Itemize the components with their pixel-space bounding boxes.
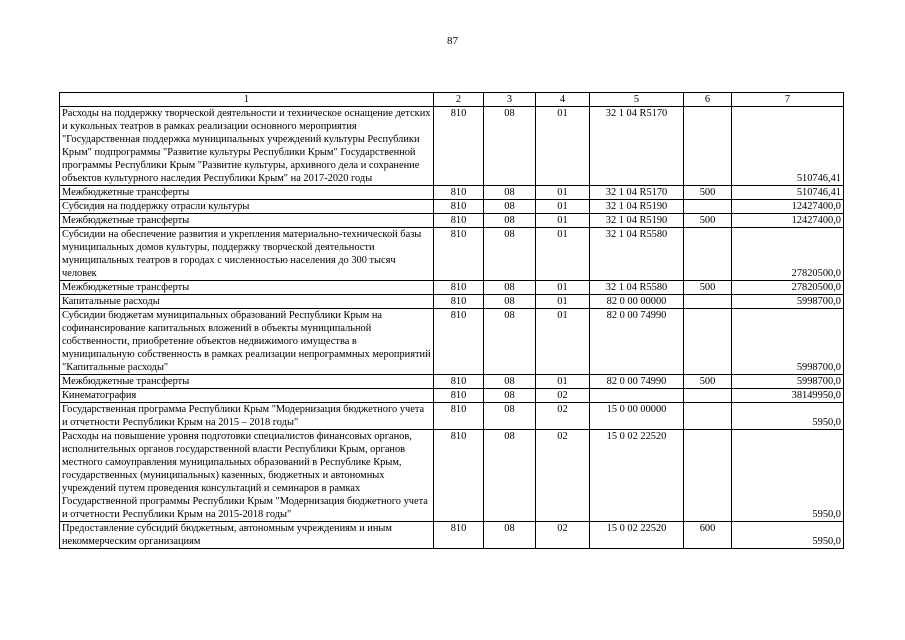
table-row	[60, 389, 844, 403]
row-sum-cell: 510746,41	[732, 186, 844, 200]
row-sum-cell: 5950,0	[732, 522, 844, 549]
row-vr-cell	[684, 228, 732, 281]
table-row	[60, 522, 844, 549]
row-vr-cell	[684, 107, 732, 186]
header-col-6: 6	[684, 93, 732, 107]
row-razdel-cell: 08	[484, 522, 536, 549]
row-sum-cell: 510746,41	[732, 107, 844, 186]
row-csr-cell: 32 1 04 R5170	[590, 186, 684, 200]
row-csr-cell: 32 1 04 R5190	[590, 200, 684, 214]
row-csr-cell: 32 1 04 R5580	[590, 281, 684, 295]
row-vr-cell: 500	[684, 375, 732, 389]
row-vedomstvo-cell: 810	[434, 309, 484, 375]
row-vedomstvo-cell: 810	[434, 295, 484, 309]
row-vedomstvo-cell: 810	[434, 403, 484, 430]
row-csr-cell: 82 0 00 74990	[590, 375, 684, 389]
row-csr-cell: 15 0 00 00000	[590, 403, 684, 430]
header-col-1: 1	[60, 93, 434, 107]
table-row	[60, 375, 844, 389]
row-podrazdel-cell: 01	[536, 107, 590, 186]
table-row	[60, 281, 844, 295]
row-csr-cell: 32 1 04 R5580	[590, 228, 684, 281]
row-name-cell: Субсидии на обеспечение развития и укрепления материально-технической базы муниципальных домов культуры, поддержку творческой деятельности муниципальных театров в городах с численностью населения до 300 тысяч человек	[60, 228, 434, 281]
row-csr-cell: 82 0 00 00000	[590, 295, 684, 309]
row-name-cell: Государственная программа Республики Крым "Модернизация бюджетного учета и отчетности Республики Крым на 2015 – 2018 годы"	[60, 403, 434, 430]
row-vr-cell	[684, 200, 732, 214]
table-row	[60, 214, 844, 228]
table-row	[60, 309, 844, 375]
row-podrazdel-cell: 01	[536, 214, 590, 228]
row-razdel-cell: 08	[484, 214, 536, 228]
page-number: 87	[447, 35, 458, 47]
row-vr-cell	[684, 389, 732, 403]
table-row	[60, 403, 844, 430]
row-podrazdel-cell: 01	[536, 200, 590, 214]
row-vedomstvo-cell: 810	[434, 200, 484, 214]
row-name-cell: Капитальные расходы	[60, 295, 434, 309]
row-sum-cell: 5950,0	[732, 430, 844, 522]
row-sum-cell: 38149950,0	[732, 389, 844, 403]
row-razdel-cell: 08	[484, 200, 536, 214]
row-podrazdel-cell: 01	[536, 186, 590, 200]
row-razdel-cell: 08	[484, 403, 536, 430]
row-razdel-cell: 08	[484, 309, 536, 375]
row-vedomstvo-cell: 810	[434, 107, 484, 186]
row-csr-cell: 15 0 02 22520	[590, 522, 684, 549]
row-vr-cell	[684, 430, 732, 522]
row-podrazdel-cell: 01	[536, 295, 590, 309]
row-podrazdel-cell: 02	[536, 389, 590, 403]
row-razdel-cell: 08	[484, 430, 536, 522]
table-header-row	[60, 93, 844, 107]
budget-table	[59, 92, 844, 549]
table-row	[60, 107, 844, 186]
budget-table-body	[60, 93, 844, 549]
row-name-cell: Субсидия на поддержку отрасли культуры	[60, 200, 434, 214]
row-sum-cell: 12427400,0	[732, 200, 844, 214]
header-col-5: 5	[590, 93, 684, 107]
row-vedomstvo-cell: 810	[434, 522, 484, 549]
row-podrazdel-cell: 01	[536, 375, 590, 389]
row-razdel-cell: 08	[484, 375, 536, 389]
row-sum-cell: 12427400,0	[732, 214, 844, 228]
row-razdel-cell: 08	[484, 389, 536, 403]
row-vr-cell	[684, 403, 732, 430]
row-vr-cell: 600	[684, 522, 732, 549]
table-row	[60, 295, 844, 309]
row-csr-cell: 82 0 00 74990	[590, 309, 684, 375]
row-csr-cell: 32 1 04 R5190	[590, 214, 684, 228]
row-vr-cell: 500	[684, 186, 732, 200]
row-podrazdel-cell: 01	[536, 309, 590, 375]
row-vedomstvo-cell: 810	[434, 389, 484, 403]
row-vedomstvo-cell: 810	[434, 430, 484, 522]
row-csr-cell: 15 0 02 22520	[590, 430, 684, 522]
row-vr-cell	[684, 309, 732, 375]
row-razdel-cell: 08	[484, 281, 536, 295]
table-row	[60, 186, 844, 200]
row-podrazdel-cell: 02	[536, 522, 590, 549]
row-razdel-cell: 08	[484, 228, 536, 281]
row-vedomstvo-cell: 810	[434, 281, 484, 295]
header-col-3: 3	[484, 93, 536, 107]
row-sum-cell: 27820500,0	[732, 281, 844, 295]
row-name-cell: Кинематография	[60, 389, 434, 403]
header-col-4: 4	[536, 93, 590, 107]
row-podrazdel-cell: 02	[536, 430, 590, 522]
row-csr-cell	[590, 389, 684, 403]
row-name-cell: Межбюджетные трансферты	[60, 375, 434, 389]
row-vedomstvo-cell: 810	[434, 186, 484, 200]
row-sum-cell: 5950,0	[732, 403, 844, 430]
row-name-cell: Межбюджетные трансферты	[60, 281, 434, 295]
row-vr-cell	[684, 295, 732, 309]
row-name-cell: Субсидии бюджетам муниципальных образований Республики Крым на софинансирование капитальных вложений в объекты муниципальной собственности, приобретение объектов недвижимого имущества в муниципальную собственность в рамках реализации непрограммных мероприятий "Капитальные расходы"	[60, 309, 434, 375]
header-col-2: 2	[434, 93, 484, 107]
row-razdel-cell: 08	[484, 186, 536, 200]
table-row	[60, 228, 844, 281]
row-name-cell: Расходы на повышение уровня подготовки специалистов финансовых органов, исполнительных органов государственной власти Республики Крым, органов местного самоуправления муниципальных образований в Республике Крым, государственных (муниципальных) казенных, бюджетных и автономных учреждений путем проведения консультаций и семинаров в рамках Государственной программы Республики Крым "Модернизация бюджетного учета и отчетности Республики Крым на 2015-2018 годы"	[60, 430, 434, 522]
row-sum-cell: 5998700,0	[732, 309, 844, 375]
row-sum-cell: 5998700,0	[732, 375, 844, 389]
row-csr-cell: 32 1 04 R5170	[590, 107, 684, 186]
row-name-cell: Межбюджетные трансферты	[60, 186, 434, 200]
row-sum-cell: 5998700,0	[732, 295, 844, 309]
row-vr-cell: 500	[684, 214, 732, 228]
row-podrazdel-cell: 02	[536, 403, 590, 430]
row-podrazdel-cell: 01	[536, 228, 590, 281]
row-razdel-cell: 08	[484, 107, 536, 186]
row-podrazdel-cell: 01	[536, 281, 590, 295]
row-name-cell: Расходы на поддержку творческой деятельности и техническое оснащение детских и кукольных театров в рамках реализации основного мероприятия "Государственная поддержка муниципальных учреждений культуры Республики Крым" подпрограммы "Развитие культуры Республики Крым" Государственной программы Республики Крым "Развитие культуры, архивного дела и сохранение объектов культурного наследия Республики Крым" на 2017-2020 годы	[60, 107, 434, 186]
row-name-cell: Межбюджетные трансферты	[60, 214, 434, 228]
row-sum-cell: 27820500,0	[732, 228, 844, 281]
row-vedomstvo-cell: 810	[434, 375, 484, 389]
row-vedomstvo-cell: 810	[434, 214, 484, 228]
row-name-cell: Предоставление субсидий бюджетным, автономным учреждениям и иным некоммерческим организациям	[60, 522, 434, 549]
table-row	[60, 430, 844, 522]
header-col-7: 7	[732, 93, 844, 107]
row-razdel-cell: 08	[484, 295, 536, 309]
row-vedomstvo-cell: 810	[434, 228, 484, 281]
table-row	[60, 200, 844, 214]
row-vr-cell: 500	[684, 281, 732, 295]
